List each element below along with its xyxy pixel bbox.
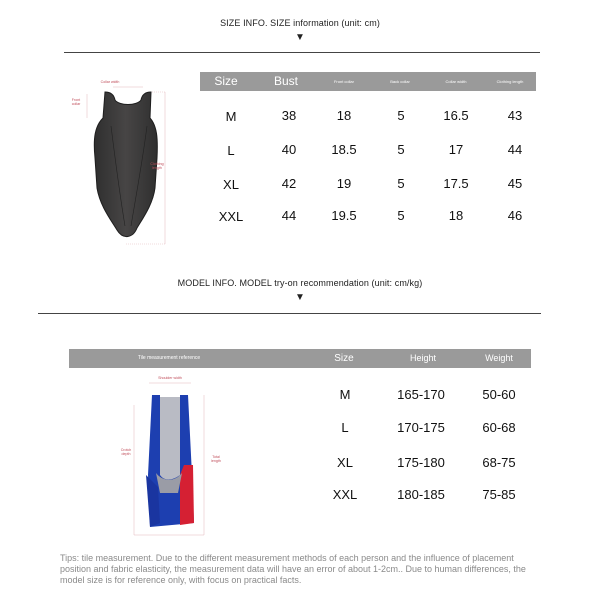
header-clothing-length: Clothing length xyxy=(496,79,524,84)
cell-height: 165-170 xyxy=(397,387,445,402)
cell-front-collar: 19.5 xyxy=(331,208,357,223)
header-bust: Bust xyxy=(273,74,298,88)
collar-width-label: Collar width xyxy=(100,80,120,84)
cell-clothing-length: 44 xyxy=(507,142,523,157)
header-front-collar: Front collar xyxy=(333,79,354,84)
header-size: Size xyxy=(334,353,354,364)
cell-size: L xyxy=(341,420,349,435)
cell-bust: 40 xyxy=(281,142,297,157)
cell-back-collar: 5 xyxy=(397,176,405,191)
cell-front-collar: 19 xyxy=(336,176,352,191)
clothing-length-label: Clothing length xyxy=(150,162,164,170)
cell-front-collar: 18 xyxy=(336,108,352,123)
header-height: Height xyxy=(409,353,436,363)
cell-bust: 38 xyxy=(281,108,297,123)
shoulder-width-label: Shoulder width xyxy=(158,376,182,380)
bodysuit-figure xyxy=(65,78,195,258)
size-table-header xyxy=(200,72,536,91)
cell-bust: 44 xyxy=(281,208,297,223)
size-info-title: SIZE INFO. SIZE information (unit: cm) xyxy=(220,18,380,28)
header-weight: Weight xyxy=(485,353,513,363)
header-tile-reference: Tile measurement reference xyxy=(137,355,201,361)
cell-clothing-length: 46 xyxy=(507,208,523,223)
cell-collar-width: 16.5 xyxy=(443,108,469,123)
cell-back-collar: 5 xyxy=(397,142,405,157)
crotch-depth-label: Crotch depth xyxy=(120,448,132,456)
cell-height: 175-180 xyxy=(397,455,445,470)
cell-back-collar: 5 xyxy=(397,208,405,223)
cell-weight: 50-60 xyxy=(482,387,516,402)
model-info-title: MODEL INFO. MODEL try-on recommendation (unit: cm/kg) xyxy=(177,278,423,288)
model-info-arrow-icon: ▼ xyxy=(295,292,305,303)
cell-collar-width: 17.5 xyxy=(443,176,469,191)
cell-weight: 60-68 xyxy=(482,420,516,435)
total-length-label: Total length xyxy=(211,455,221,463)
cell-size: XL xyxy=(223,177,239,192)
cell-size: L xyxy=(227,143,235,158)
header-collar-width: Collar width xyxy=(445,79,467,84)
cell-collar-width: 17 xyxy=(448,142,464,157)
size-info-divider xyxy=(64,52,540,53)
cell-weight: 75-85 xyxy=(482,487,516,502)
header-back-collar: Back collar xyxy=(390,79,410,84)
cell-clothing-length: 43 xyxy=(507,108,523,123)
cell-height: 180-185 xyxy=(397,487,445,502)
cell-size: XXL xyxy=(218,209,244,224)
cell-size: M xyxy=(225,109,237,124)
measurement-tips: Tips: tile measurement. Due to the different measurement methods of each person and the influence of placement position and fabric elasticity, the measurement data will have an error of about 1-2cm.. Due to human differences, the model size is for reference only, with focus on practical facts. xyxy=(60,553,526,585)
cell-bust: 42 xyxy=(281,176,297,191)
cell-collar-width: 18 xyxy=(448,208,464,223)
cell-size: XL xyxy=(337,455,353,470)
cell-back-collar: 5 xyxy=(397,108,405,123)
model-table-header xyxy=(69,349,531,368)
cell-front-collar: 18.5 xyxy=(331,142,357,157)
cell-clothing-length: 45 xyxy=(507,176,523,191)
model-info-divider xyxy=(38,313,541,314)
front-collar-label: Front collar xyxy=(71,98,81,106)
cell-height: 170-175 xyxy=(397,420,445,435)
header-size: Size xyxy=(214,74,238,88)
cell-weight: 68-75 xyxy=(482,455,516,470)
size-info-arrow-icon: ▼ xyxy=(295,32,305,43)
cell-size: XXL xyxy=(332,487,358,502)
cell-size: M xyxy=(339,387,351,402)
